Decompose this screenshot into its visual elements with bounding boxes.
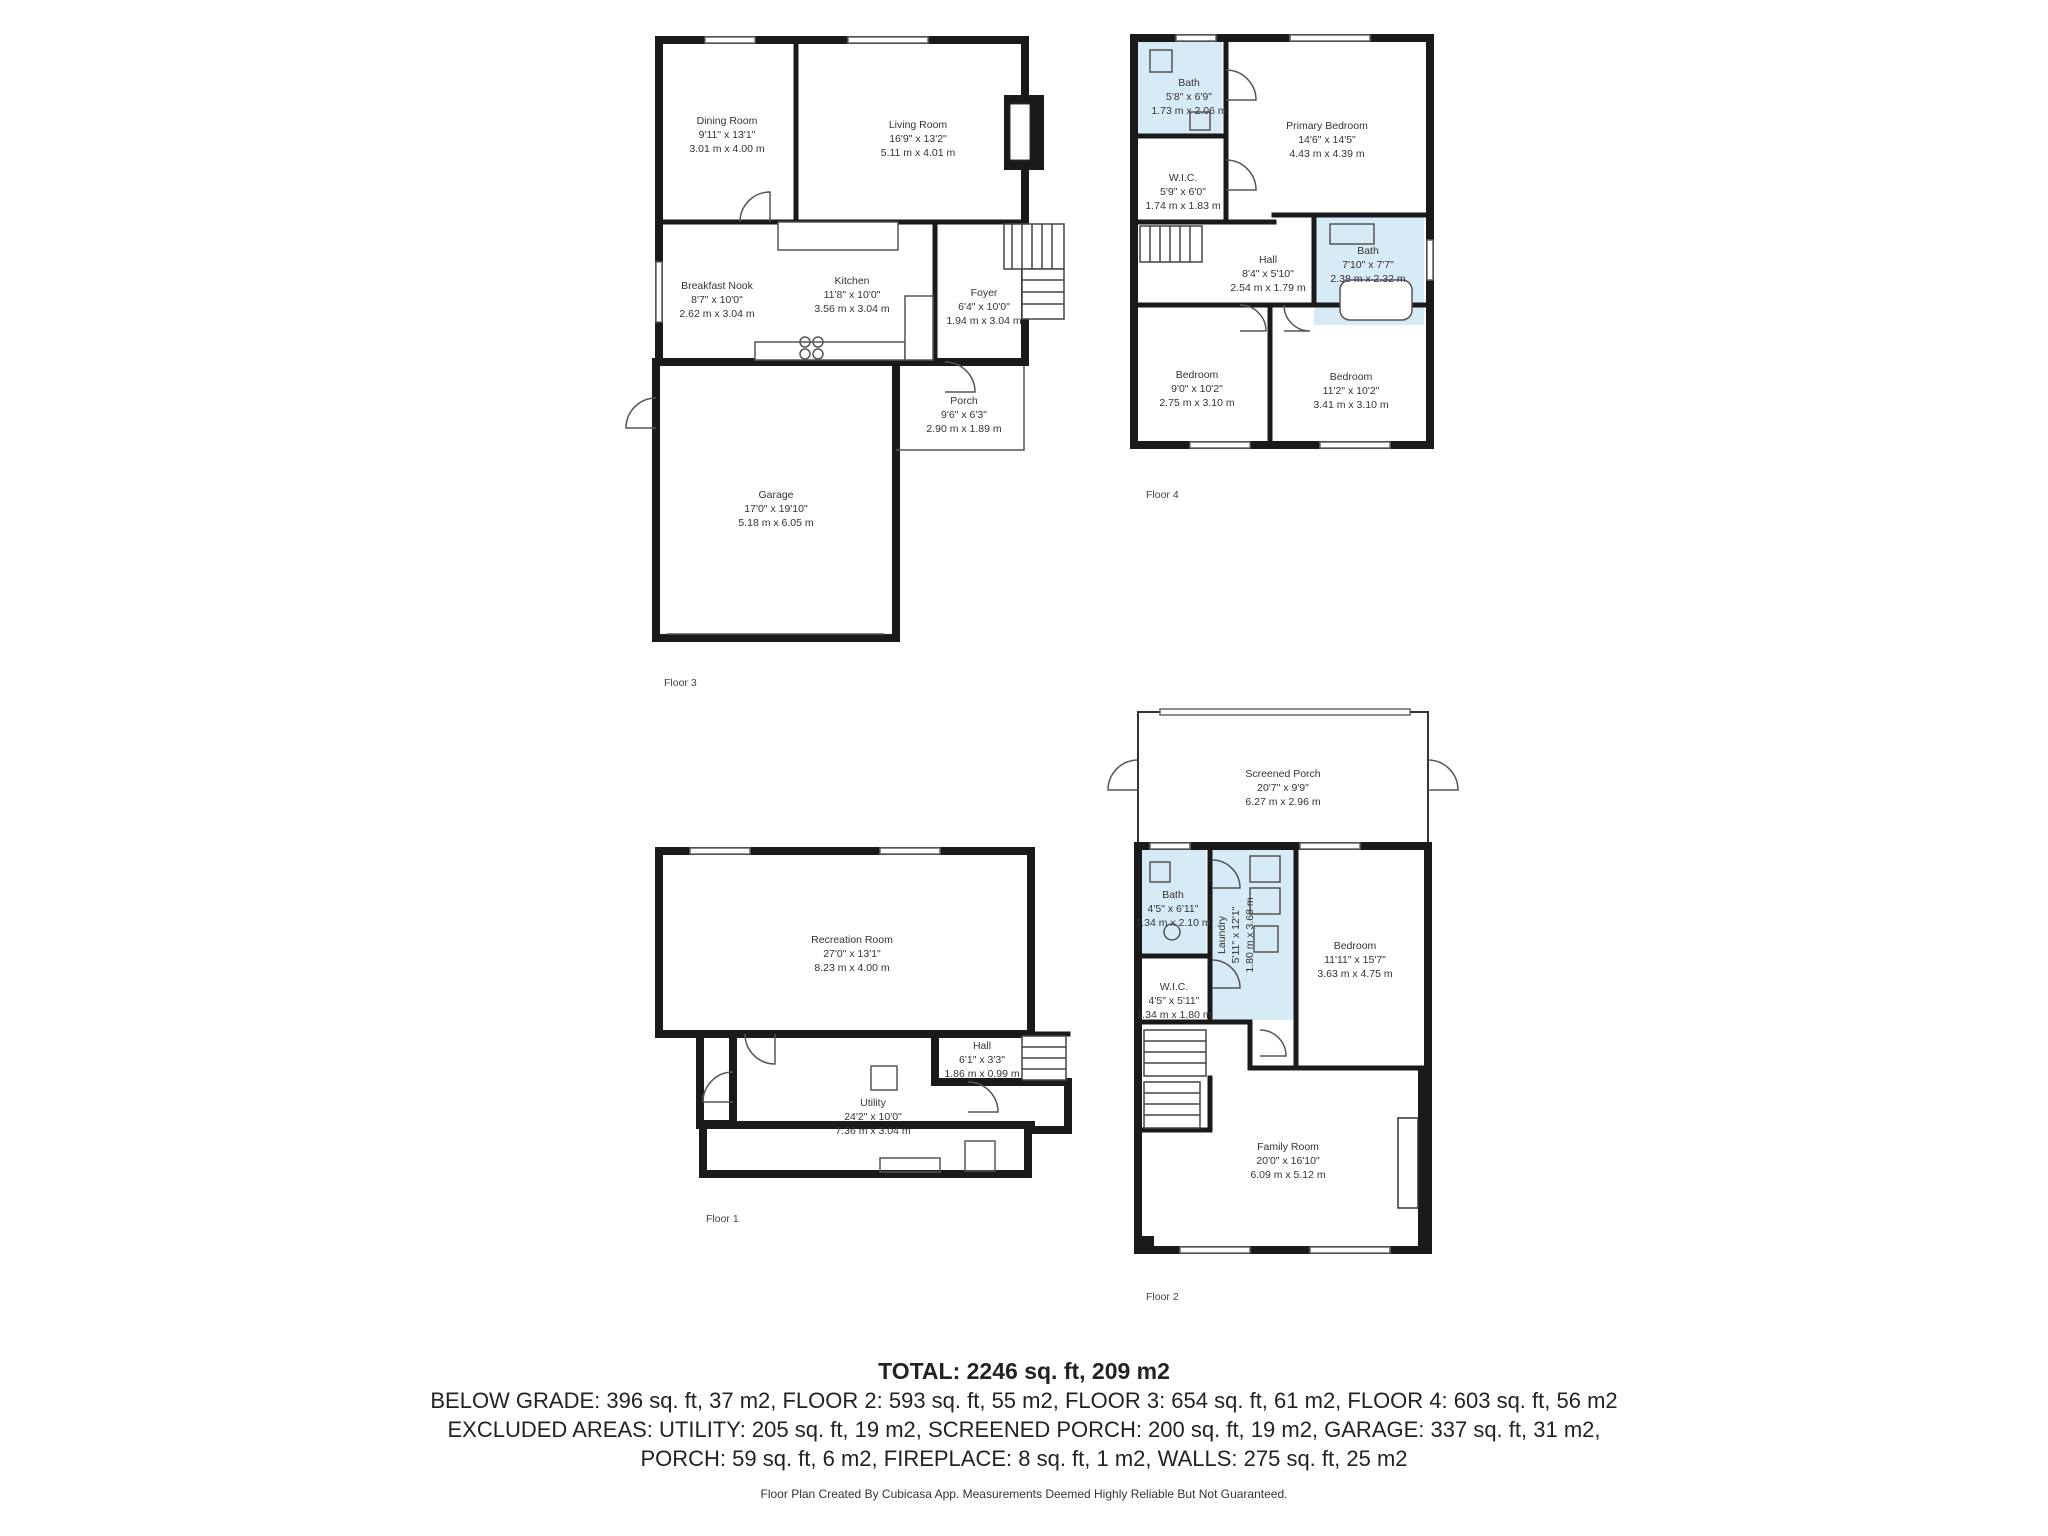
room-dims-metric: 1.34 m x 1.80 m (1136, 1009, 1212, 1021)
room-dims-imperial: 9'6" x 6'3" (941, 409, 987, 421)
room-dims-imperial: 5'9" x 6'0" (1160, 186, 1206, 198)
room-dims-imperial: 11'2" x 10'2" (1322, 385, 1380, 397)
room-dims-imperial: 7'10" x 7'7" (1342, 259, 1394, 271)
area-summary (0, 1356, 2048, 1501)
room-dims-metric: 1.80 m x 3.68 m (1244, 897, 1256, 973)
area-breakdown-line-2: EXCLUDED AREAS: UTILITY: 205 sq. ft, 19 m2, SCREENED PORCH: 200 sq. ft, 19 m2, GARAGE: 337 sq. ft, 31 m2, (447, 1417, 1601, 1442)
room-dims-metric: 2.62 m x 3.04 m (679, 308, 755, 320)
door-foyer (945, 362, 975, 392)
floor-2-stairs (1144, 1030, 1206, 1128)
room-dims-metric: 3.01 m x 4.00 m (689, 143, 765, 155)
door-dining (740, 192, 770, 222)
room-name: W.I.C. (1168, 172, 1198, 184)
room-name: Kitchen (834, 275, 870, 287)
room-name: Living Room (888, 119, 948, 131)
room-name: Bedroom (1333, 940, 1377, 952)
room-dims-metric: 2.75 m x 3.10 m (1159, 397, 1235, 409)
room-dims-imperial: 8'4" x 5'10" (1242, 268, 1294, 280)
door-garage (626, 398, 656, 428)
floor-label: Floor 4 (1146, 489, 1179, 501)
room-dims-metric: 6.27 m x 2.96 m (1245, 796, 1321, 808)
room-dims-imperial: 20'7" x 9'9" (1257, 782, 1309, 794)
room-dims-imperial: 11'11" x 15'7" (1324, 954, 1386, 966)
room-dims-imperial: 11'8" x 10'0" (823, 289, 881, 301)
room-dims-metric: 1.73 m x 2.06 m (1151, 105, 1227, 117)
room-dims-imperial: 9'0" x 10'2" (1171, 383, 1223, 395)
disclaimer: Floor Plan Created By Cubicasa App. Measurements Deemed Highly Reliable But Not Guaranteed. (760, 1487, 1288, 1501)
room-dims-imperial: 14'6" x 14'5" (1298, 134, 1356, 146)
total-area: TOTAL: 2246 sq. ft, 209 m2 (878, 1358, 1170, 1384)
room-name: Porch (950, 395, 978, 407)
room-name: Hall (972, 1040, 992, 1052)
room-dims-metric: 1.86 m x 0.99 m (944, 1068, 1020, 1080)
room-name: Foyer (970, 287, 998, 299)
room-name: W.I.C. (1159, 981, 1189, 993)
room-dims-imperial: 20'0" x 16'10" (1256, 1155, 1320, 1167)
room-name: Bath (1357, 245, 1379, 257)
room-name: Bedroom (1175, 369, 1219, 381)
floor-4-stairs (1140, 226, 1202, 262)
room-name: Dining Room (696, 115, 758, 127)
room-dims-imperial: 24'2" x 10'0" (844, 1111, 902, 1123)
room-dims-metric: 1.94 m x 3.04 m (946, 315, 1022, 327)
room-name: Bath (1162, 889, 1184, 901)
room-dims-metric: 4.43 m x 4.39 m (1289, 148, 1365, 160)
area-breakdown-line-1: BELOW GRADE: 396 sq. ft, 37 m2, FLOOR 2: 593 sq. ft, 55 m2, FLOOR 3: 654 sq. ft, 61 m2, FLOOR 4: 603 sq. ft, 56 m2 (430, 1388, 1618, 1413)
room-dims-imperial: 6'1" x 3'3" (959, 1054, 1005, 1066)
room-name: Laundry (1216, 916, 1228, 954)
room-dims-metric: 8.23 m x 4.00 m (814, 962, 890, 974)
room-name: Utility (860, 1097, 886, 1109)
room-dims-metric: 2.90 m x 1.89 m (926, 423, 1002, 435)
room-name: Bath (1178, 77, 1200, 89)
room-dims-metric: 1.74 m x 1.83 m (1145, 200, 1221, 212)
floor-3-plan (626, 37, 1064, 638)
room-dims-metric: 3.63 m x 4.75 m (1317, 968, 1393, 980)
room-dims-metric: 5.11 m x 4.01 m (880, 147, 956, 159)
floor-label: Floor 3 (664, 677, 697, 689)
room-dims-metric: 2.54 m x 1.79 m (1230, 282, 1306, 294)
room-name: Recreation Room (811, 934, 893, 946)
room-dims-imperial: 17'0" x 19'10" (744, 503, 808, 515)
room-dims-imperial: 4'5" x 6'11" (1147, 903, 1199, 915)
room-dims-metric: 2.38 m x 2.32 m (1330, 273, 1406, 285)
floor-3-stairs (1004, 224, 1064, 319)
room-dims-metric: 3.56 m x 3.04 m (814, 303, 890, 315)
room-dims-imperial: 8'7" x 10'0" (691, 294, 743, 306)
room-dims-imperial: 6'4" x 10'0" (958, 301, 1010, 313)
room-name: Family Room (1257, 1141, 1319, 1153)
room-name: Screened Porch (1245, 768, 1321, 780)
floor-label: Floor 2 (1146, 1291, 1179, 1303)
room-dims-metric: 6.09 m x 5.12 m (1250, 1169, 1326, 1181)
room-dims-metric: 1.34 m x 2.10 m (1135, 917, 1211, 929)
room-dims-metric: 5.18 m x 6.05 m (738, 517, 814, 529)
floor-label: Floor 1 (706, 1213, 739, 1225)
room-dims-imperial: 5'8" x 6'9" (1166, 91, 1212, 103)
room-dims-imperial: 4'5" x 5'11" (1148, 995, 1200, 1007)
svg-text:Dining Room (697, 115, 758, 127)
room-dims-imperial: 27'0" x 13'1" (823, 948, 881, 960)
room-name: Bedroom (1329, 371, 1373, 383)
room-name: Breakfast Nook (681, 280, 753, 292)
room-dims-imperial: 16'9" x 13'2" (889, 133, 947, 145)
room-name: Primary Bedroom (1286, 120, 1368, 132)
area-breakdown-line-3: PORCH: 59 sq. ft, 6 m2, FIREPLACE: 8 sq. ft, 1 m2, WALLS: 275 sq. ft, 25 m2 (640, 1446, 1408, 1471)
room-name: Hall (1258, 254, 1278, 266)
floor-1-stairs (1022, 1036, 1066, 1080)
room-name: Garage (758, 489, 794, 501)
room-dims-metric: 3.41 m x 3.10 m (1313, 399, 1389, 411)
room-dims-metric: 7.36 m x 3.04 m (835, 1125, 911, 1137)
room-dims-imperial: 5'11" x 12'1" (1230, 906, 1242, 964)
room-dims-imperial: 9'11" x 13'1" (698, 129, 756, 141)
